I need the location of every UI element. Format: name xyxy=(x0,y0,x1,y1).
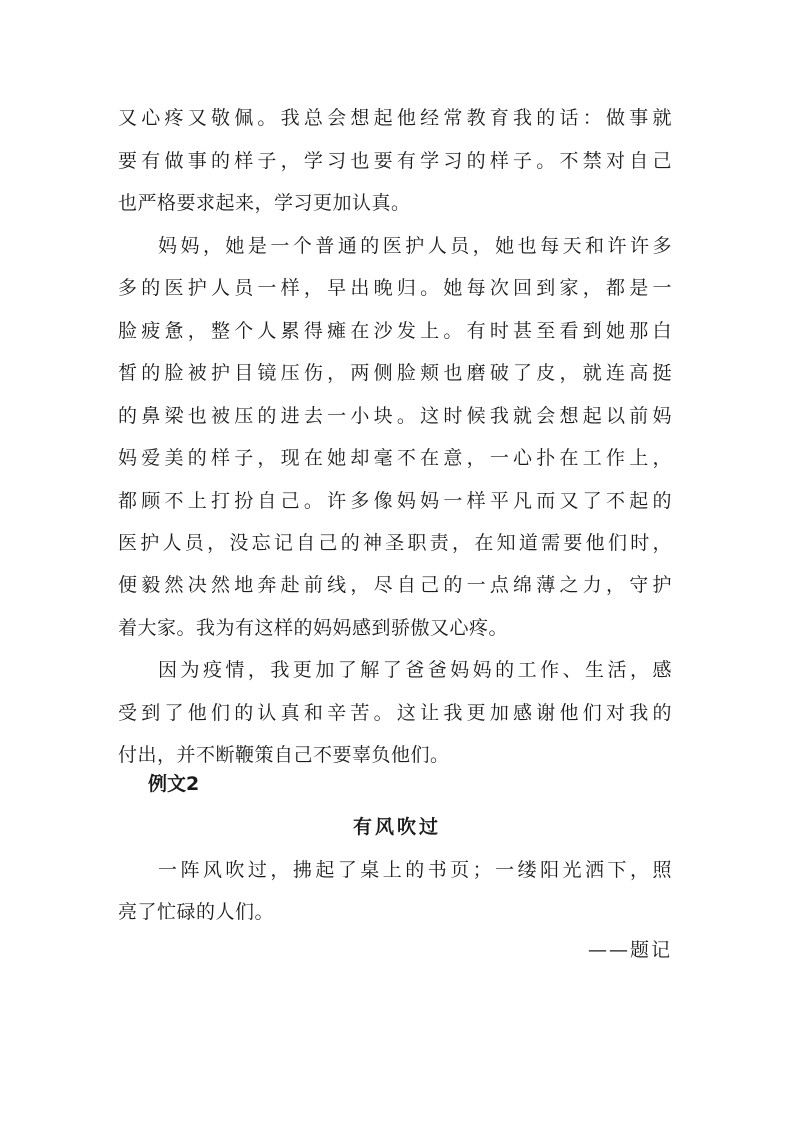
p2-line-8: 医护人员，没忘记自己的神圣职责，在知道需要他们时， xyxy=(118,532,672,554)
p3-line-3: 付出，并不断鞭策自己不要辜负他们。 xyxy=(118,744,450,766)
p2-line-2: 多的医护人员一样，早出晚归。她每次回到家，都是一 xyxy=(118,277,672,299)
p3-line-1: 因为疫情，我更加了解了爸爸妈妈的工作、生活，感 xyxy=(158,659,672,681)
p2-line-10: 着大家。我为有这样的妈妈感到骄傲又心疼。 xyxy=(118,617,509,639)
inscription: ——题记 xyxy=(587,939,672,961)
p2-line-1: 妈妈，她是一个普通的医护人员，她也每天和许许多 xyxy=(158,235,672,257)
example-heading: 例文2 xyxy=(148,773,200,795)
p2-line-4: 皙的脸被护目镜压伤，两侧脸颊也磨破了皮，就连高挺 xyxy=(118,362,672,384)
p2-line-3: 脸疲惫，整个人累得瘫在沙发上。有时甚至看到她那白 xyxy=(118,320,672,342)
p2-line-7: 都顾不上打扮自己。许多像妈妈一样平凡而又了不起的 xyxy=(118,490,672,512)
p1-line-3: 也严格要求起来，学习更加认真。 xyxy=(118,192,411,214)
p1-line-2: 要有做事的样子，学习也要有学习的样子。不禁对自己 xyxy=(118,150,672,172)
p1-line-1: 又心疼又敬佩。我总会想起他经常教育我的话：做事就 xyxy=(118,107,672,129)
p4-line-1: 一阵风吹过，拂起了桌上的书页；一缕阳光洒下，照 xyxy=(158,859,672,881)
p2-line-5: 的鼻梁也被压的进去一小块。这时候我就会想起以前妈 xyxy=(118,405,672,427)
p2-line-9: 便毅然决然地奔赴前线，尽自己的一点绵薄之力，守护 xyxy=(118,574,672,596)
p4-line-2: 亮了忙碌的人们。 xyxy=(118,901,275,923)
p2-line-6: 妈爱美的样子，现在她却毫不在意，一心扑在工作上， xyxy=(118,447,672,469)
essay-title: 有风吹过 xyxy=(352,816,441,838)
p3-line-2: 受到了他们的认真和辛苦。这让我更加感谢他们对我的 xyxy=(118,702,672,724)
